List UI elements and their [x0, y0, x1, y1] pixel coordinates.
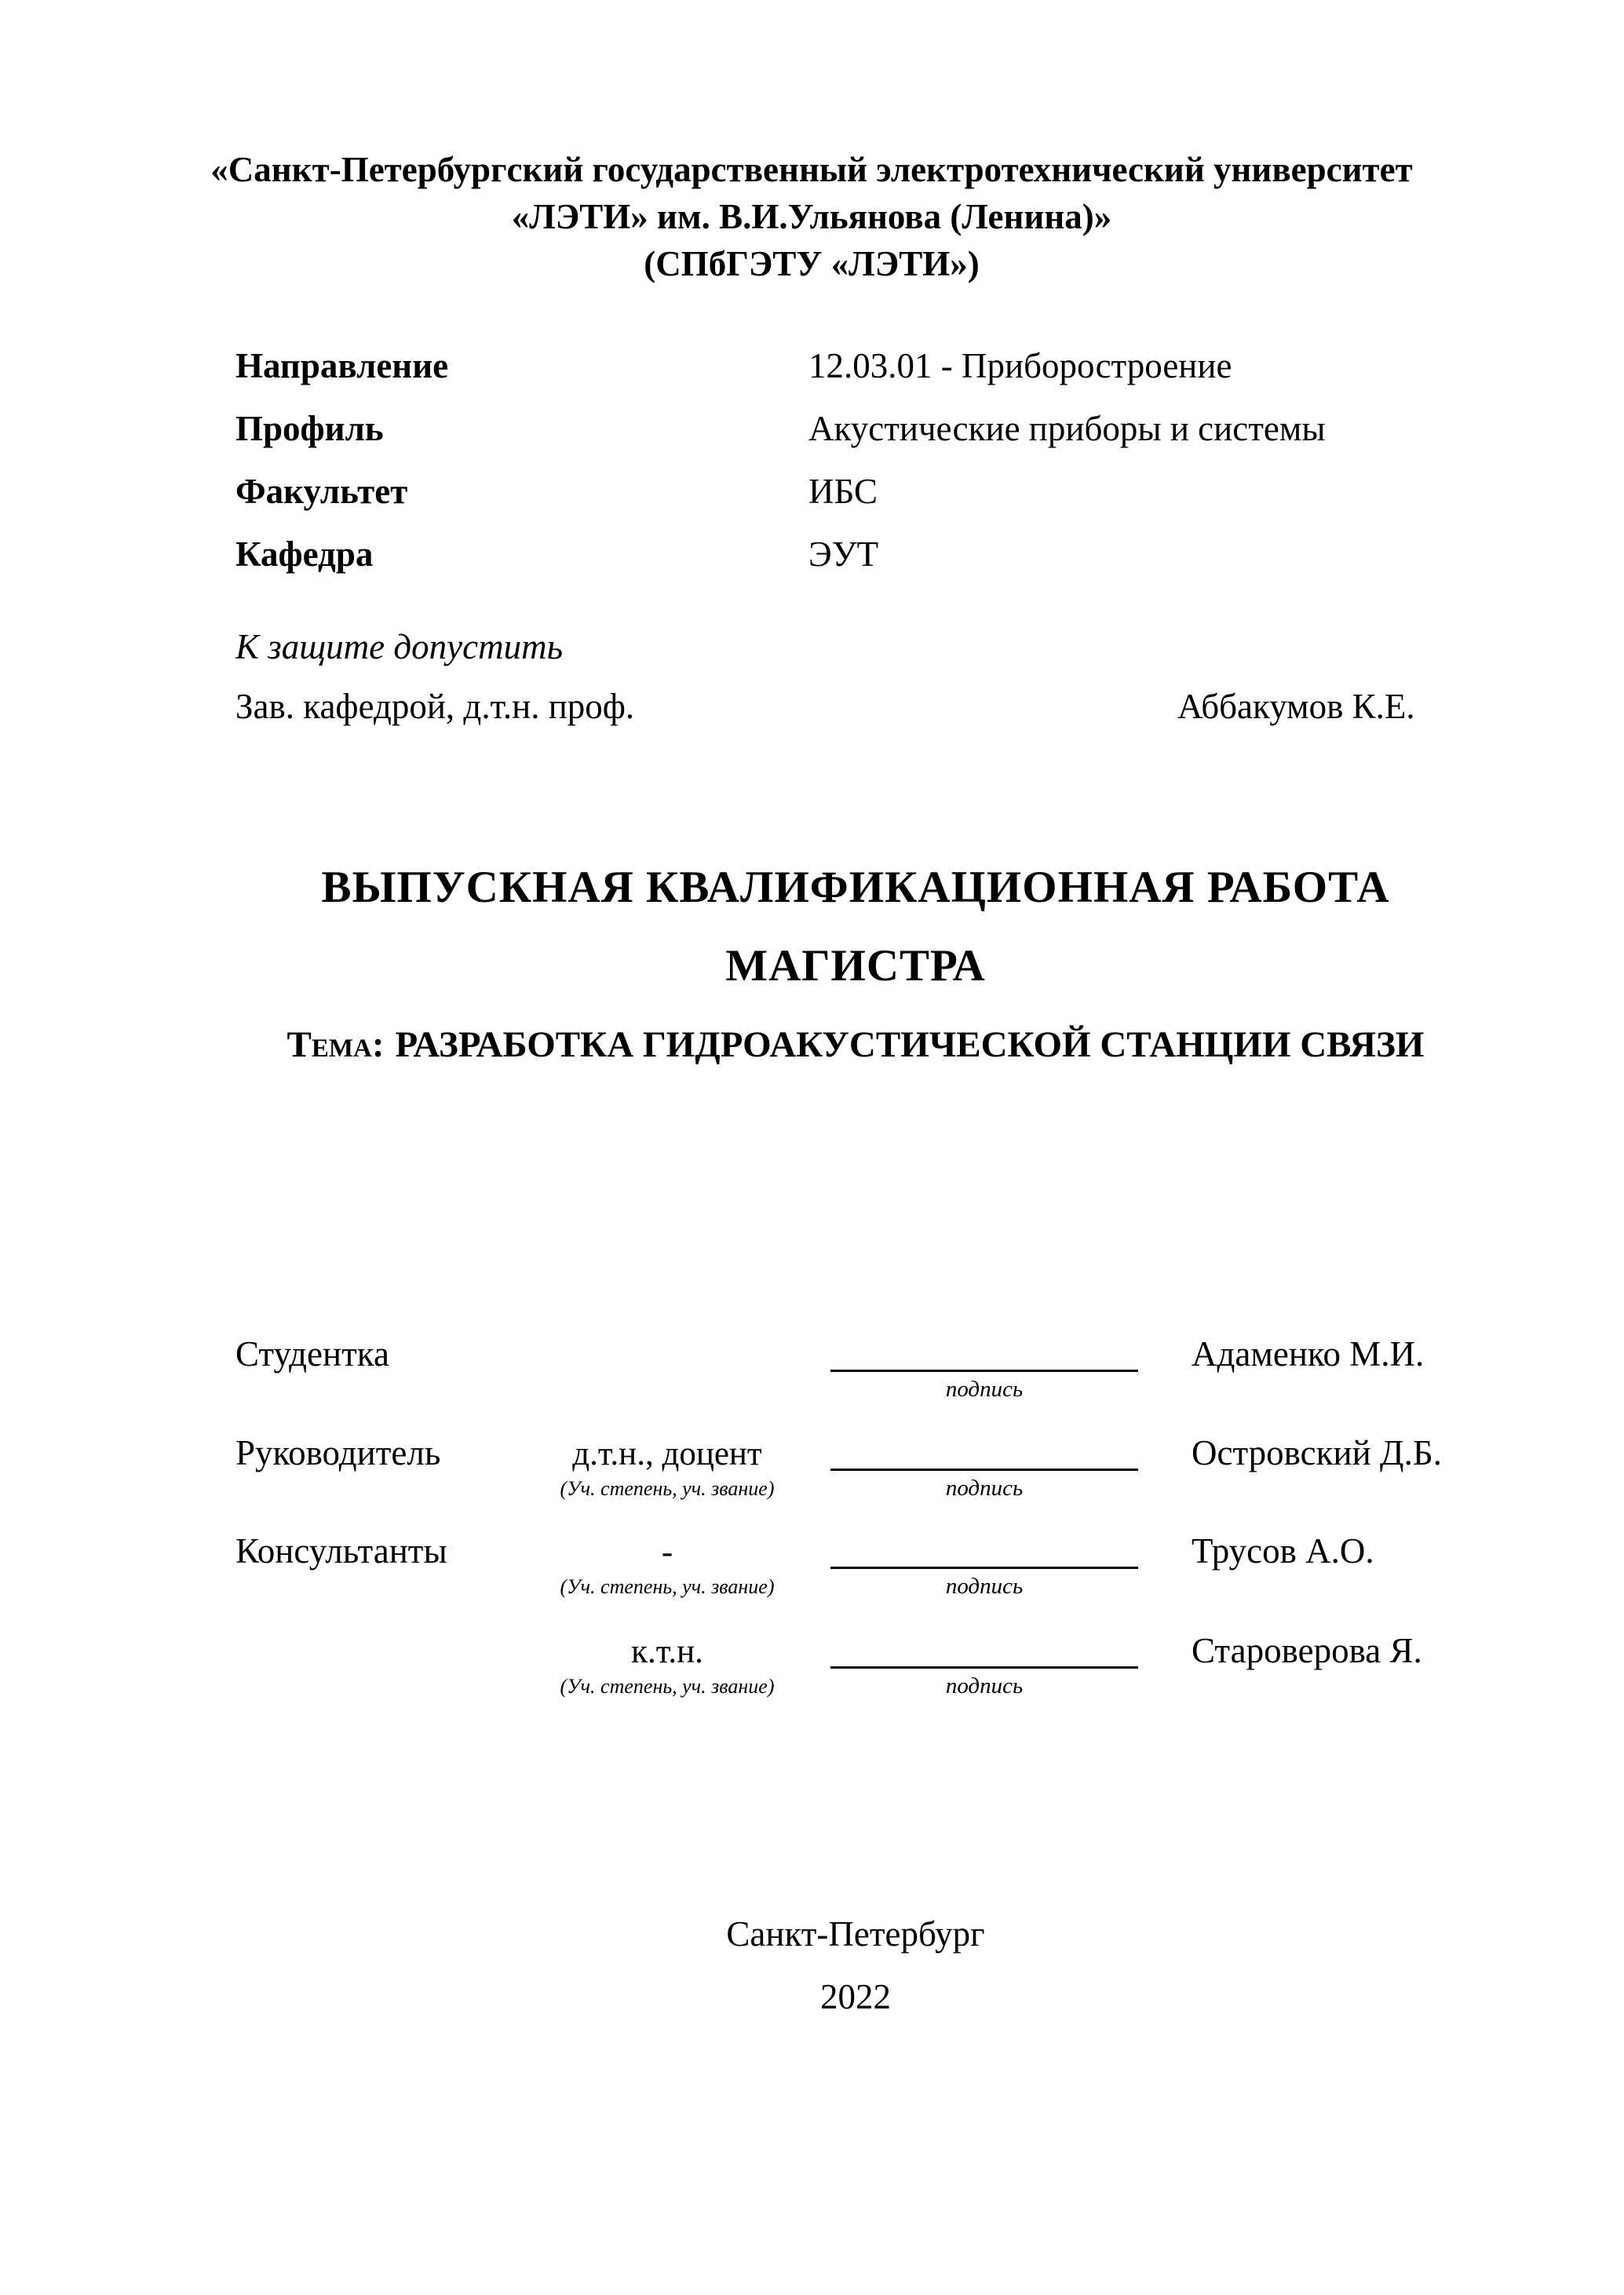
- consultant-2-signature-line: [830, 1666, 1138, 1669]
- department-label: Кафедра: [235, 535, 374, 574]
- supervisor-degree-note: (Уч. степень, уч. звание): [560, 1477, 775, 1500]
- consultant-2-degree: к.т.н.: [631, 1633, 703, 1670]
- direction-value: 12.03.01 - Приборостроение: [808, 346, 1232, 385]
- theme-prefix: Тема:: [286, 1024, 385, 1065]
- student-role-label: Студентка: [235, 1334, 389, 1374]
- admission-note: К защите допустить: [235, 627, 564, 666]
- admission-row: [235, 684, 1476, 735]
- consultant-2-signature-caption: подпись: [945, 1673, 1024, 1698]
- department-head-name: Аббакумов К.Е.: [1177, 687, 1415, 726]
- field-row-faculty: [235, 469, 1476, 520]
- university-header: [192, 146, 1432, 287]
- department-value: ЭУТ: [808, 535, 879, 574]
- supervisor-signature-caption: подпись: [945, 1476, 1024, 1501]
- student-signature-line: [830, 1370, 1138, 1372]
- theme-text: РАЗРАБОТКА ГИДРОАКУСТИЧЕСКОЙ СТАНЦИИ СВЯЗИ: [395, 1024, 1425, 1065]
- consultant-2-degree-note: (Уч. степень, уч. звание): [560, 1675, 775, 1698]
- student-signature-caption: подпись: [945, 1377, 1024, 1402]
- supervisor-signature-line: [830, 1469, 1138, 1471]
- supervisor-role-label: Руководитель: [235, 1433, 441, 1472]
- supervisor-degree: д.т.н., доцент: [572, 1436, 762, 1472]
- thesis-theme-line: [188, 1023, 1523, 1067]
- signature-row-consultant-1: [235, 1530, 1476, 1629]
- consultant-1-name: Трусов А.О.: [1192, 1531, 1374, 1571]
- field-row-profile: [235, 407, 1476, 457]
- consultant-1-signature-caption: подпись: [945, 1574, 1024, 1599]
- profile-value: Акустические приборы и системы: [808, 409, 1326, 448]
- direction-label: Направление: [235, 346, 449, 385]
- department-head-label: Зав. кафедрой, д.т.н. проф.: [235, 687, 635, 726]
- signature-row-student: [235, 1333, 1476, 1432]
- university-header-line-1: «Санкт-Петербургский государственный электротехнический университет: [210, 150, 1413, 189]
- university-header-line-3: (СПбГЭТУ «ЛЭТИ»): [644, 244, 980, 283]
- footer-city: Санкт-Петербург: [726, 1914, 985, 1954]
- consultant-1-degree-note: (Уч. степень, уч. звание): [560, 1575, 775, 1598]
- field-row-direction: [235, 344, 1476, 394]
- consultant-1-signature-line: [830, 1567, 1138, 1569]
- field-row-department: [235, 532, 1476, 582]
- signature-row-supervisor: [235, 1432, 1476, 1531]
- thesis-title-line-1: ВЫПУСКНАЯ КВАЛИФИКАЦИОННАЯ РАБОТА: [321, 863, 1390, 912]
- consultants-role-label: Консультанты: [235, 1531, 447, 1571]
- supervisor-name: Островский Д.Б.: [1192, 1433, 1442, 1472]
- faculty-label: Факультет: [235, 472, 408, 511]
- signature-row-consultant-2: [235, 1629, 1476, 1728]
- university-header-line-2: «ЛЭТИ» им. В.И.Ульянова (Ленина)»: [511, 197, 1112, 236]
- consultant-1-degree: -: [661, 1534, 673, 1571]
- consultant-2-name: Староверова Я.: [1192, 1631, 1422, 1670]
- profile-label: Профиль: [235, 409, 384, 448]
- student-name: Адаменко М.И.: [1192, 1334, 1425, 1374]
- faculty-value: ИБС: [808, 472, 878, 511]
- thesis-title-line-2: МАГИСТРА: [725, 941, 986, 991]
- footer-year: 2022: [820, 1977, 891, 2016]
